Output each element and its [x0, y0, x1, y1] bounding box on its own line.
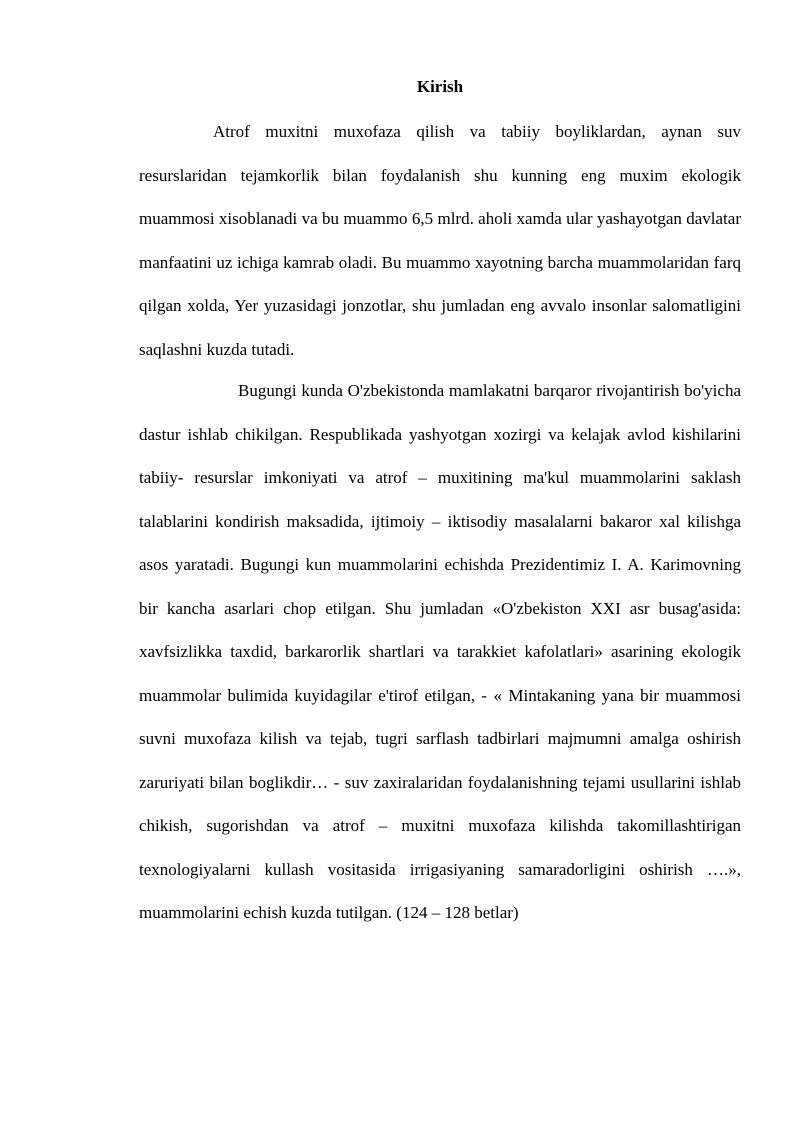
- paragraph-uzbekistan-program: Bugungi kunda O'zbekistonda mamlakatni barqaror rivojantirish bo'yicha dastur ishlab chikilgan. Respublikada yashyotgan xozirgi va kelajak avlod kishilarini tabiiy- resurslar imkoniyati va atrof – muxitining ma'kul muammolarini saklash talablarini kondirish maksadida, ijtimoiy – iktisodiy masalalarni bakaror xal kilishga asos yaratadi. Bugungi kun muammolarini echishda Prezidentimiz I. A. Karimovning bir kancha asarlari chop etilgan. Shu jumladan «O'zbekiston XXI asr busag'asida: xavfsizlikka taxdid, barkarorlik shartlari va tarakkiet kafolatlari» asarining ekologik muammolar bulimida kuyidagilar e'tirof etilgan, - « Mintakaning yana bir muammosi suvni muxofaza kilish va tejab, tugri sarflash tadbirlari majmumni amalga oshirish zaruriyati bilan boglikdir… - suv zaxiralaridan foydalanishning tejami usullarini ishlab chikish, sugorishdan va atrof – muxitni muxofaza kilishda takomillashtirigan texnologiyalarni kullash vositasida irrigasiyaning samaradorligini oshirish ….», muammolarini echish kuzda tutilgan. (124 – 128 betlar): [139, 381, 741, 922]
- paragraph-introduction: Atrof muxitni muxofaza qilish va tabiiy boyliklardan, aynan suv resurslaridan tejamkorlik bilan foydalanish shu kunning eng muxim ekologik muammosi xisoblanadi va bu muammo 6,5 mlrd. aholi xamda ular yashayotgan davlatar manfaatini uz ichiga kamrab oladi. Bu muammo xayotning barcha muammolaridan farq qilgan xolda, Yer yuzasidagi jonzotlar, shu jumladan eng avvalo insonlar salomatligini saqlashni kuzda tutadi.: [139, 122, 741, 359]
- page-title: Kirish: [416, 77, 464, 96]
